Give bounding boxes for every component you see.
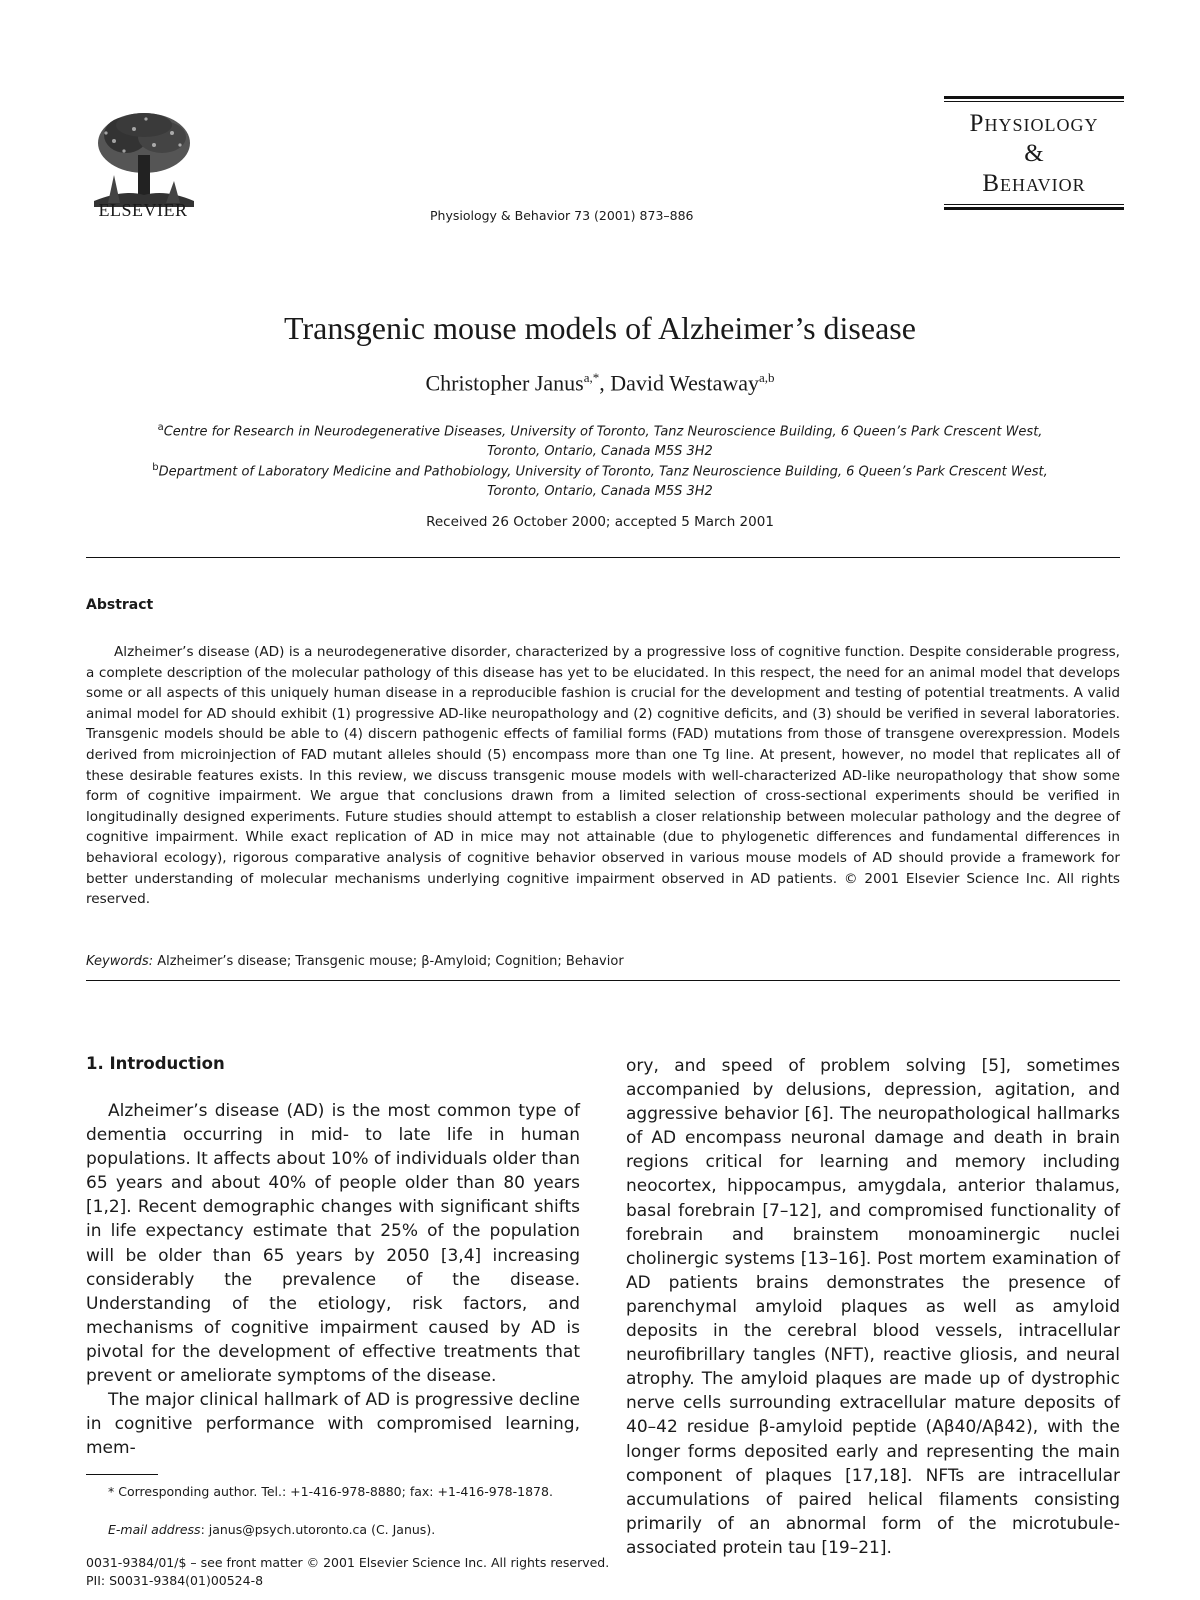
author-list bbox=[0, 370, 1200, 396]
affiliation-b-line1: Department of Laboratory Medicine and Pathobiology, University of Toronto, Tanz Neuroscience Building, 6 Queen’s Park Crescent West, bbox=[158, 464, 1048, 480]
brand-line-behavior: Behavior bbox=[982, 170, 1086, 197]
affiliation-b-line2: Toronto, Ontario, Canada M5S 3H2 bbox=[487, 484, 713, 500]
affiliation-b bbox=[80, 458, 1120, 502]
footnote-rule bbox=[86, 1474, 158, 1475]
footnote-email bbox=[86, 1520, 602, 1539]
author-janus: Christopher Janus bbox=[425, 370, 584, 396]
footnote-email-label: E-mail address bbox=[108, 1522, 201, 1537]
intro-paragraph-1: Alzheimer’s disease (AD) is the most common type of dementia occurring in mid- to late life in human populations. It affects about 10% of individuals older than 65 years and about 40% of people older than 80 years [1,2]. Recent demographic changes with significant shifts in life expectancy estimate that 25% of the population will be older than 65 years by 2050 [3,4] increasing considerably the prevalence of the disease. Understanding of the etiology, risk factors, and mechanisms of cognitive impairment caused by AD is pivotal for the development of effective treatments that prevent or ameliorate symptoms of the disease. bbox=[86, 1101, 580, 1387]
article-title: Transgenic mouse models of Alzheimer’s disease bbox=[284, 310, 916, 346]
footnote-corresponding: * Corresponding author. Tel.: +1-416-978-8880; fax: +1-416-978-1878. bbox=[108, 1484, 553, 1499]
footnote-email-value: : janus@psych.utoronto.ca (C. Janus). bbox=[200, 1522, 436, 1537]
section-heading: 1. Introduction bbox=[86, 1054, 225, 1073]
author-janus-affil: a,* bbox=[583, 370, 600, 385]
affiliation-a-line1: Centre for Research in Neurodegenerative Diseases, University of Toronto, Tanz Neuroscience Building, 6 Queen’s Park Crescent West, bbox=[163, 424, 1043, 440]
divider-bottom bbox=[86, 980, 1120, 981]
brand-rule-top bbox=[944, 96, 1124, 99]
column-right bbox=[626, 1054, 1120, 1560]
author-westaway-affil: a,b bbox=[759, 370, 775, 385]
affiliation-b-mark: b bbox=[152, 462, 159, 473]
brand-rule-bottom bbox=[944, 207, 1124, 210]
keywords-list: Alzheimer’s disease; Transgenic mouse; β-Amyloid; Cognition; Behavior bbox=[153, 954, 624, 969]
abstract-body: Alzheimer’s disease (AD) is a neurodegenerative disorder, characterized by a progressive loss of cognitive function. Despite considerable progress, a complete description of the molecular pathology of this disease has yet to be elucidated. In this respect, the need for an animal model that develops some or all aspects of this uniquely human disease in a reproducible fashion is crucial for the development and testing of potential treatments. A valid animal model for AD should exhibit (1) progressive AD-like neuropathology and (2) cognitive deficits, and (3) should be verified in several laboratories. Transgenic models should be able to (4) discern pathogenic effects of familial forms (FAD) mutations from those of transgene overexpression. Models derived from microinjection of FAD mutant alleles should (5) encompass more than one Tg line. At present, however, no model that replicates all of these desirable features exists. In this review, we discuss transgenic mouse models with well-characterized AD-like neuropathology that show some form of cognitive impairment. We argue that conclusions drawn from a limited selection of cross-sectional experiments should be verified in longitudinally designed experiments. Future studies should attempt to establish a closer relationship between molecular pathology and the degree of cognitive impairment. While exact replication of AD in mice may not attainable (due to phylogenetic differences and fundamental differences in behavioral ecology), rigorous comparative analysis of cognitive behavior observed in various mouse models of AD should provide a framework for better understanding of molecular mechanisms underlying cognitive impairment observed in AD patients. © 2001 Elsevier Science Inc. All rights reserved. bbox=[86, 644, 1120, 908]
brand-line-ampersand: & bbox=[1024, 140, 1044, 167]
pii-line: PII: S0031-9384(01)00524-8 bbox=[86, 1573, 264, 1588]
intro-paragraph-2: The major clinical hallmark of AD is progressive decline in cognitive performance with compromised learning, mem- bbox=[86, 1390, 580, 1459]
publisher-logo-word: ELSEVIER bbox=[98, 200, 188, 220]
affiliation-a-mark: a bbox=[157, 422, 164, 433]
journal-citation: Physiology & Behavior 73 (2001) 873–886 bbox=[430, 208, 694, 223]
brand-line-physiology: Physiology bbox=[969, 110, 1099, 137]
journal-brand bbox=[944, 96, 1124, 212]
keywords bbox=[86, 954, 624, 969]
affiliation-a bbox=[80, 418, 1120, 462]
affiliation-a-line2: Toronto, Ontario, Canada M5S 3H2 bbox=[487, 444, 713, 460]
divider-top bbox=[86, 557, 1120, 558]
column-left bbox=[86, 1054, 580, 1460]
received-dates: Received 26 October 2000; accepted 5 March 2001 bbox=[426, 514, 774, 530]
abstract-heading: Abstract bbox=[86, 597, 154, 613]
author-westaway: , David Westaway bbox=[599, 370, 759, 396]
front-matter-line: 0031-9384/01/$ – see front matter © 2001 Elsevier Science Inc. All rights reserved. bbox=[86, 1555, 610, 1570]
intro-paragraph-continued: ory, and speed of problem solving [5], sometimes accompanied by delusions, depression, agitation, and aggressive behavior [6]. The neuropathological hallmarks of AD encompass neuronal damage and death in brain regions critical for learning and memory including neocortex, hippocampus, amygdala, anterior thalamus, basal forebrain [7–12], and compromised functionality of forebrain and brainstem monoaminergic nuclei cholinergic systems [13–16]. Post mortem examination of AD patients brains demonstrates the presence of parenchymal amyloid plaques as well as amyloid deposits in the cerebral blood vessels, intracellular neurofibrillary tangles (NFT), reactive gliosis, and neural atrophy. The amyloid plaques are made up of dystrophic nerve cells surrounding extracellular mature deposits of 40–42 residue β-amyloid peptide (Aβ40/Aβ42), with the longer forms deposited early and representing the main component of plaques [17,18]. NFTs are intracellular accumulations of paired helical filaments consisting primarily of an abnormal form of the microtubule-associated protein tau [19–21]. bbox=[626, 1056, 1120, 1558]
brand-rule-thin bbox=[944, 101, 1124, 102]
brand-rule-bottom-thin bbox=[944, 204, 1124, 205]
keywords-label: Keywords: bbox=[86, 954, 154, 969]
